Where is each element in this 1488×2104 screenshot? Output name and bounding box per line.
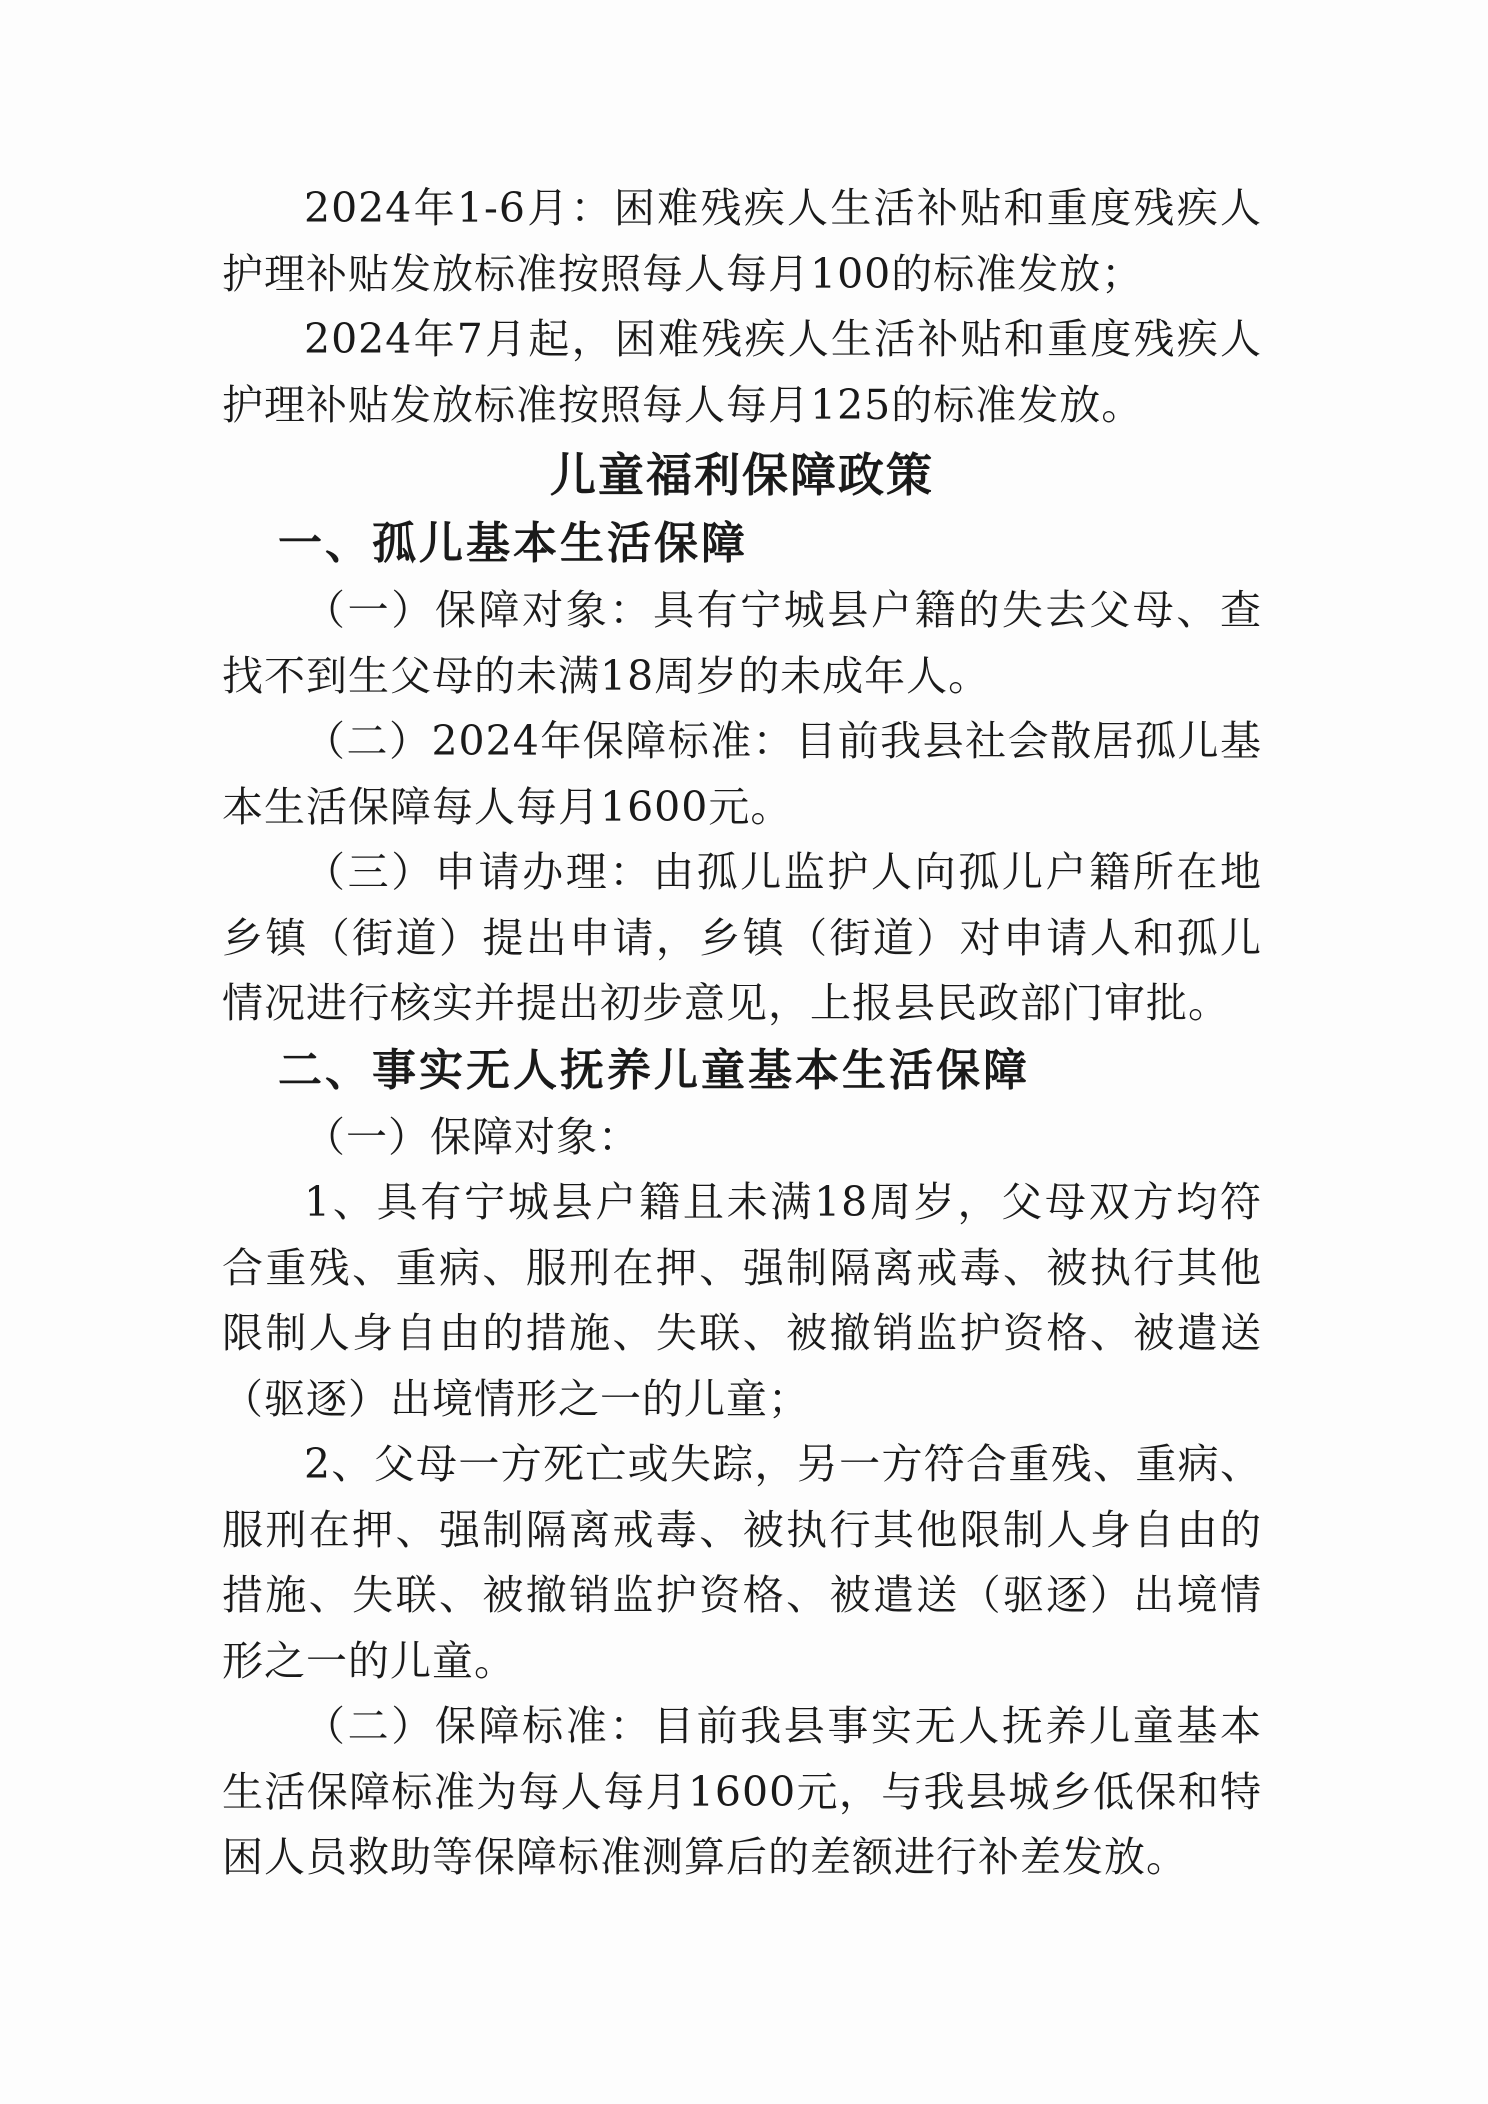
section-2-paragraph-3: 2、父母一方死亡或失踪，另一方符合重残、重病、服刑在押、强制隔离戒毒、被执行其他限制人身自由的措施、失联、被撤销监护资格、被遣送（驱逐）出境情形之一的儿童。 [222, 1440, 1262, 1685]
section-2-paragraph-2: 1、具有宁城县户籍且未满18周岁，父母双方均符合重残、重病、服刑在押、强制隔离戒毒、被执行其他限制人身自由的措施、失联、被撤销监护资格、被遣送（驱逐）出境情形之一的儿童； [222, 1178, 1262, 1423]
section-2-paragraph-4: （二）保障标准：目前我县事实无人抚养儿童基本生活保障标准为每人每月1600元，与我县城乡低保和特困人员救助等保障标准测算后的差额进行补差发放。 [222, 1702, 1262, 1881]
section-2-heading: 二、事实无人抚养儿童基本生活保障 [278, 1044, 1030, 1096]
section-1-paragraph-1: （一）保障对象：具有宁城县户籍的失去父母、查找不到生父母的未满18周岁的未成年人。 [222, 586, 1262, 700]
intro-paragraph-1: 2024年1-6月：困难残疾人生活补贴和重度残疾人护理补贴发放标准按照每人每月100的标准发放； [222, 184, 1262, 298]
document-body [222, 176, 1262, 1891]
section-2-paragraph-1: （一）保障对象： [304, 1112, 640, 1161]
document-title: 儿童福利保障政策 [550, 448, 934, 502]
section-1-paragraph-2: （二）2024年保障标准：目前我县社会散居孤儿基本生活保障每人每月1600元。 [222, 717, 1262, 831]
section-1-heading: 一、孤儿基本生活保障 [278, 518, 748, 569]
intro-paragraph-2: 2024年7月起，困难残疾人生活补贴和重度残疾人护理补贴发放标准按照每人每月125的标准发放。 [222, 315, 1262, 429]
section-1-paragraph-3: （三）申请办理：由孤儿监护人向孤儿户籍所在地乡镇（街道）提出申请，乡镇（街道）对申请人和孤儿情况进行核实并提出初步意见，上报县民政部门审批。 [222, 848, 1262, 1027]
